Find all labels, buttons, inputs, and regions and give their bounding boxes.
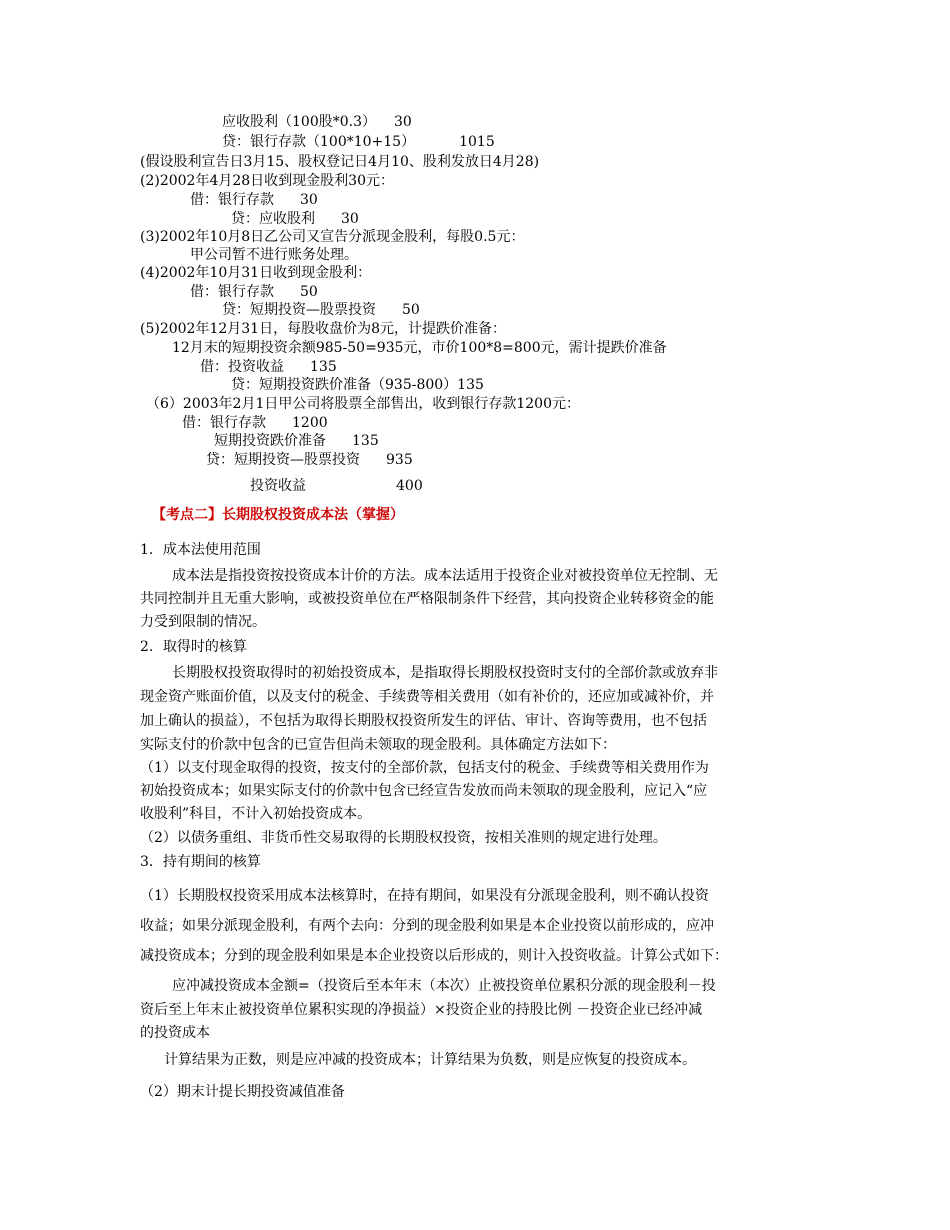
section-title: 【考点二】长期股权投资成本法（掌握） bbox=[152, 507, 404, 523]
entry-text: 贷：应收股利 bbox=[231, 211, 315, 227]
entry-line-8: 甲公司暂不进行账务处理。 bbox=[190, 247, 358, 263]
entry-line-2 bbox=[222, 132, 495, 152]
paragraph-line: 收益；如果分派现金股利，有两个去向：分到的现金股利如果是本企业投资以前形成的，应冲 bbox=[140, 918, 714, 934]
paragraph-line: （2）期末计提长期投资减值准备 bbox=[140, 1084, 345, 1100]
entry-amount: 30 bbox=[341, 211, 359, 227]
entry-line-19 bbox=[206, 450, 413, 470]
entry-line-15: 贷：短期投资跌价准备（935-800）135 bbox=[231, 377, 484, 393]
entry-line-3: (假设股利宣告日3月15、股权登记日4月10、股利发放日4月28) bbox=[140, 154, 540, 170]
entry-text: 贷：短期投资—股票投资 bbox=[222, 302, 376, 318]
entry-text: 投资收益 bbox=[250, 478, 306, 494]
entry-text: 借：银行存款 bbox=[182, 415, 266, 431]
entry-amount: 400 bbox=[396, 478, 423, 494]
entry-amount: 30 bbox=[394, 114, 412, 130]
entry-line-13: 12月末的短期投资余额985-50=935元，市价100*8=800元，需计提跌价准备 bbox=[172, 340, 667, 356]
entry-line-12: (5)2002年12月31日，每股收盘价为8元，计提跌价准备： bbox=[140, 321, 506, 337]
entry-text: 借：投资收益 bbox=[200, 359, 284, 375]
entry-amount: 50 bbox=[402, 302, 420, 318]
entry-text: 借：银行存款 bbox=[190, 192, 274, 208]
paragraph-line: 实际支付的价款中包含的已宣告但尚未领取的现金股利。具体确定方法如下： bbox=[140, 737, 616, 753]
heading-acquisition: 2．取得时的核算 bbox=[140, 639, 247, 655]
paragraph-line: 计算结果为正数，则是应冲减的投资成本；计算结果为负数，则是应恢复的投资成本。 bbox=[164, 1052, 696, 1068]
entry-text: 贷：短期投资—股票投资 bbox=[206, 452, 360, 468]
entry-line-9: (4)2002年10月31日收到现金股利： bbox=[140, 265, 372, 281]
entry-amount: 50 bbox=[300, 284, 318, 300]
formula-line: 的投资成本 bbox=[140, 1025, 210, 1041]
entry-line-1 bbox=[222, 112, 412, 132]
entry-amount: 135 bbox=[310, 359, 337, 375]
entry-amount: 1200 bbox=[292, 415, 328, 431]
entry-line-6 bbox=[231, 209, 359, 229]
heading-holding: 3．持有期间的核算 bbox=[140, 854, 261, 870]
entry-line-7: (3)2002年10月8日乙公司又宣告分派现金股利，每股0.5元： bbox=[140, 229, 525, 245]
entry-text: 贷：银行存款（100*10+15） bbox=[222, 134, 416, 150]
paragraph-line: （1）长期股权投资采用成本法核算时，在持有期间，如果没有分派现金股利，则不确认投资 bbox=[140, 888, 709, 904]
entry-text: 应收股利（100股*0.3） bbox=[222, 114, 376, 130]
entry-line-11 bbox=[222, 300, 420, 320]
paragraph-line: 长期股权投资取得时的初始投资成本，是指取得长期股权投资时支付的全部价款或放弃非 bbox=[172, 665, 718, 681]
entry-text: 借：银行存款 bbox=[190, 284, 274, 300]
entry-text: 短期投资跌价准备 bbox=[214, 433, 326, 449]
entry-line-14 bbox=[200, 357, 337, 377]
paragraph-line: 减投资成本；分到的现金股利如果是本企业投资以后形成的，则计入投资收益。计算公式如下： bbox=[140, 948, 728, 964]
entry-line-4: (2)2002年4月28日收到现金股利30元： bbox=[140, 173, 394, 189]
entry-line-5 bbox=[190, 190, 318, 210]
entry-line-17 bbox=[182, 413, 328, 433]
paragraph-line: 加上确认的损益），不包括为取得长期股权投资所发生的评估、审计、咨询等费用，也不包括 bbox=[140, 713, 707, 729]
entry-amount: 935 bbox=[386, 452, 413, 468]
entry-line-16: （6）2003年2月1日甲公司将股票全部售出，收到银行存款1200元： bbox=[146, 396, 580, 412]
entry-line-20 bbox=[250, 476, 423, 496]
entry-amount: 135 bbox=[352, 433, 379, 449]
paragraph-line: 收股利”科目，不计入初始投资成本。 bbox=[140, 806, 372, 822]
entry-amount: 1015 bbox=[459, 134, 495, 150]
paragraph-line: （2）以债务重组、非货币性交易取得的长期股权投资，按相关准则的规定进行处理。 bbox=[140, 830, 667, 846]
formula-line: 资后至上年末止被投资单位累积实现的净损益）×投资企业的持股比例 －投资企业已经冲减 bbox=[140, 1002, 703, 1018]
paragraph-line: 现金资产账面价值，以及支付的税金、手续费等相关费用（如有补价的，还应加或减补价，并 bbox=[140, 689, 714, 705]
entry-amount: 30 bbox=[300, 192, 318, 208]
heading-scope: 1．成本法使用范围 bbox=[140, 542, 261, 558]
paragraph-line: 力受到限制的情况。 bbox=[140, 614, 266, 630]
paragraph-line: 成本法是指投资按投资成本计价的方法。成本法适用于投资企业对被投资单位无控制、无 bbox=[172, 568, 718, 584]
entry-line-10 bbox=[190, 282, 318, 302]
paragraph-line: （1）以支付现金取得的投资，按支付的全部价款，包括支付的税金、手续费等相关费用作为 bbox=[140, 760, 709, 776]
paragraph-line: 初始投资成本；如果实际支付的价款中包含已经宣告发放而尚未领取的现金股利，应记入“应 bbox=[140, 783, 708, 799]
formula-line: 应冲减投资成本金额=（投资后至本年末（本次）止被投资单位累积分派的现金股利－投 bbox=[172, 978, 716, 994]
paragraph-line: 共同控制并且无重大影响，或被投资单位在严格限制条件下经营，其向投资企业转移资金的能 bbox=[140, 591, 714, 607]
entry-line-18 bbox=[214, 431, 379, 451]
